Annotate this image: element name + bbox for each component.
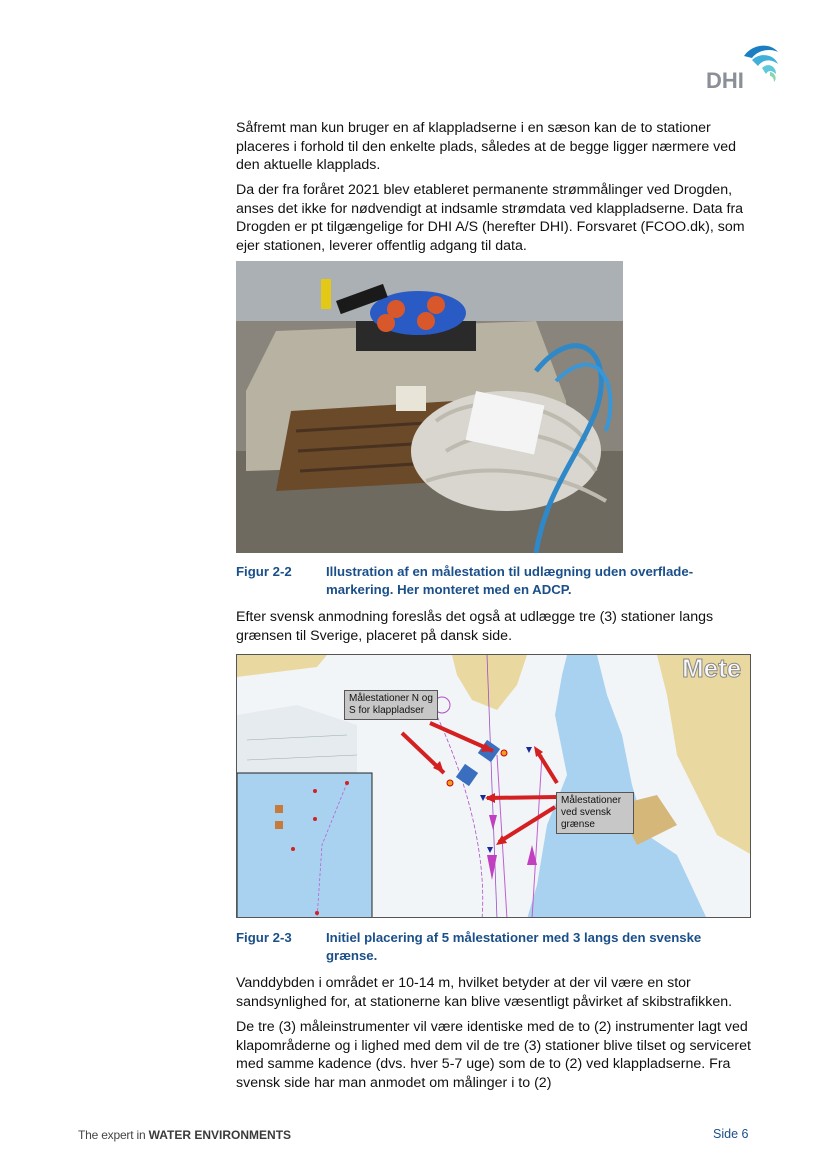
dhi-logo <box>704 42 782 92</box>
figure-caption-text: Illustration af en målestation til udlægning uden overflade-markering. Her monteret med en ADCP. <box>326 564 694 597</box>
figure-2-3-caption <box>236 929 746 969</box>
page-number: Side 6 <box>713 1127 749 1141</box>
paragraph-5: De tre (3) måleinstrumenter vil være identiske med de to (2) instrumenter lagt ved klapområderne og i lighed med dem vil de tre (3) stationer blive tilset og serviceret med samme kadence (dvs. hver 5-7 uge) som de to (2) ved klappladserne. Fra svensk side har man anmodet om målinger i to (2) <box>236 1019 751 1091</box>
callout-stations-swedish-border: Målestationer ved svensk grænse <box>556 792 634 834</box>
figure-number: Figur 2-2 <box>236 564 292 579</box>
footer-tagline-strong: WATER ENVIRONMENTS <box>148 1128 292 1142</box>
svg-text:DHI: DHI <box>706 68 744 92</box>
footer-tagline-prefix: The expert in <box>78 1128 146 1142</box>
figure-number: Figur 2-3 <box>236 930 292 945</box>
figure-caption-text: Initiel placering af 5 målestationer med 3 langs den svenske grænse. <box>326 930 702 963</box>
paragraph-4: Vanddybden i området er 10-14 m, hvilket betyder at der vil være en stor sandsynlighed for, at stationerne kan blive væsentligt påvirket af skibstrafikken. <box>236 975 733 1010</box>
paragraph-2: Da der fra foråret 2021 blev etableret permanente strømmålinger ved Drogden, anses det ikke for nødvendigt at indsamle strømdata ved klappladserne. Data fra Drogden er pt tilgængelige for DHI A/S (herefter DHI). Forsvaret (FCOO.dk), som ejer stationen, leverer offentlig adgang til data. <box>236 182 745 254</box>
figure-2-2-caption <box>236 563 746 603</box>
map-watermark: Mete <box>682 654 742 683</box>
nautical-chart-map <box>236 654 751 918</box>
paragraph-3: Efter svensk anmodning foreslås det også at udlægge tre (3) stationer langs grænsen til Sverige, placeret på dansk side. <box>236 609 714 644</box>
measurement-station-photo <box>236 261 623 553</box>
callout-stations-north-south: Målestationer N og S for klappladser <box>344 690 438 720</box>
paragraph-1: Såfremt man kun bruger en af klappladserne i en sæson kan de to stationer placeres i forhold til den enkelte plads, således at de begge ligger nærmere ved den aktuelle klapplads. <box>236 120 737 174</box>
footer-tagline <box>78 1128 291 1142</box>
